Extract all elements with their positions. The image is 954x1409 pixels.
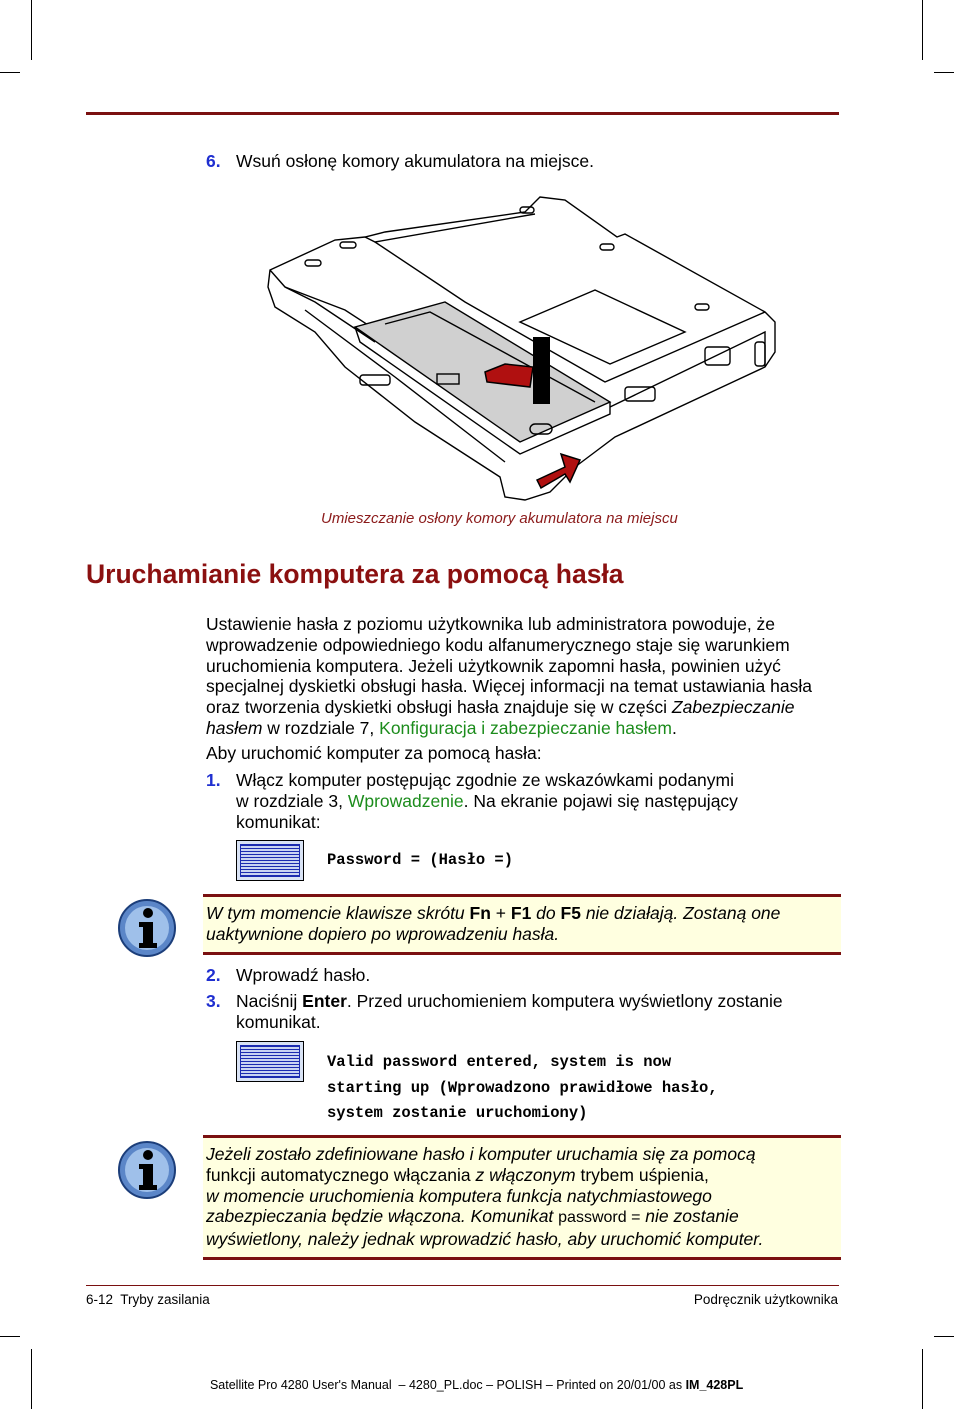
screen-message: Password = (Hasło =) xyxy=(327,851,514,869)
note-text: + xyxy=(490,903,511,923)
screen-message-line: starting up (Wprowadzono prawidłowe hasło, xyxy=(327,1078,718,1097)
step-line xyxy=(236,791,836,812)
link-konfiguracja[interactable]: Konfiguracja i zabezpieczanie hasłem xyxy=(379,717,672,738)
screen-message-line: Valid password entered, system is now xyxy=(327,1053,672,1071)
crop-mark xyxy=(0,72,20,73)
intro-italic: hasłem xyxy=(206,717,263,738)
step-text: Wprowadź hasło. xyxy=(236,965,371,985)
step-number: 6. xyxy=(206,151,221,171)
step-line xyxy=(236,991,846,1012)
intro-line: wprowadzenie odpowiedniego kodu alfanumerycznego staje się warunkiem xyxy=(206,634,790,655)
step-line: Włącz komputer postępując zgodnie ze wskazówkami podanymi xyxy=(236,770,735,790)
crop-mark xyxy=(934,72,954,73)
note-line: w momencie uruchomienia komputera funkcja natychmiastowego xyxy=(206,1185,712,1206)
intro-line xyxy=(206,718,836,739)
step-3 xyxy=(206,991,846,1035)
footer-right: Podręcznik użytkownika xyxy=(693,1292,838,1307)
figure-caption: Umieszczanie osłony komory akumulatora na miejscu xyxy=(321,510,678,527)
crop-mark xyxy=(31,1349,32,1409)
laptop-battery-figure xyxy=(265,192,780,504)
crop-mark xyxy=(31,0,32,60)
step-number: 1. xyxy=(206,770,221,790)
note-line xyxy=(206,903,837,924)
step-line: komunikat: xyxy=(236,812,321,832)
note-text: nie zostanie xyxy=(640,1206,739,1227)
step-text xyxy=(236,991,846,1033)
note-box-1 xyxy=(203,894,841,955)
key-f5: F5 xyxy=(560,903,581,923)
screen-message-2 xyxy=(327,1050,718,1127)
intro-line: Ustawienie hasła z poziomu użytkownika lub administratora powoduje, że xyxy=(206,614,776,634)
step-text xyxy=(236,770,836,833)
screen-lines xyxy=(240,1045,300,1078)
intro-text: . xyxy=(671,717,677,738)
step-1 xyxy=(206,770,846,834)
footer-left: 6-12 Tryby zasilania xyxy=(86,1292,210,1307)
link-wprowadzenie[interactable]: Wprowadzenie xyxy=(347,791,464,811)
note-text: W tym momencie klawisze skrótu xyxy=(206,903,470,923)
note-text: do xyxy=(531,903,561,923)
note-line: uaktywnione dopiero po wprowadzeniu hasła. xyxy=(206,923,560,944)
note-text: trybem uśpienia, xyxy=(575,1164,709,1185)
intro-line xyxy=(206,697,836,718)
key-enter: Enter xyxy=(302,991,347,1011)
info-icon xyxy=(117,1140,177,1200)
crop-mark xyxy=(922,0,923,60)
note-text: z włączonym xyxy=(475,1164,576,1185)
info-icon xyxy=(117,898,177,958)
crop-mark xyxy=(934,1336,954,1337)
intro-italic: Zabezpieczanie xyxy=(671,697,795,718)
header-rule xyxy=(86,112,839,115)
note-line xyxy=(206,1165,837,1186)
key-fn: Fn xyxy=(469,903,491,923)
note-box-2 xyxy=(203,1135,841,1260)
step-number: 2. xyxy=(206,965,221,985)
step-text-part: . Przed uruchomieniem komputera wyświetlony zostanie xyxy=(346,991,783,1011)
key-f1: F1 xyxy=(510,903,532,923)
step-2 xyxy=(206,965,846,987)
note-text: password = xyxy=(558,1209,641,1227)
crop-mark xyxy=(0,1336,20,1337)
screen-message-icon xyxy=(236,840,304,881)
print-code: IM_428PL xyxy=(685,1378,744,1392)
note-line: Jeżeli zostało zdefiniowane hasło i komputer uruchamia się za pomocą xyxy=(206,1144,756,1164)
screen-message-icon xyxy=(236,1041,304,1082)
intro-paragraph xyxy=(206,614,836,739)
intro-line: specjalnej dyskietki obsługi hasła. Więcej informacji na temat ustawiania hasła xyxy=(206,676,812,697)
step-6 xyxy=(206,151,846,173)
intro-text: w rozdziale 7, xyxy=(262,717,380,738)
step-line: komunikat. xyxy=(236,1012,321,1032)
section-title: Uruchamianie komputera za pomocą hasła xyxy=(86,559,624,589)
note-text: funkcji automatycznego włączania xyxy=(206,1164,476,1185)
intro-text: oraz tworzenia dyskietki obsługi hasła znajduje się w części xyxy=(206,697,672,718)
step-text-part: . Na ekranie pojawi się następujący xyxy=(463,791,738,811)
step-text-part: Naciśnij xyxy=(236,991,303,1011)
footer-rule xyxy=(86,1285,839,1286)
note-line: wyświetlony, należy jednak wprowadzić hasło, aby uruchomić komputer. xyxy=(206,1229,764,1250)
note-line xyxy=(206,1206,837,1229)
screen-message-line: system zostanie uruchomiony) xyxy=(327,1104,588,1122)
print-info xyxy=(203,1364,743,1392)
step-text: Wsuń osłonę komory akumulatora na miejsce. xyxy=(236,151,594,171)
note-text: zabezpieczania będzie włączona. Komunikat xyxy=(206,1206,559,1227)
intro-line: uruchomienia komputera. Jeżeli użytkownik zapomni hasła, powinien użyć xyxy=(206,655,781,676)
note-text: nie działają. Zostaną one xyxy=(580,903,781,923)
screen-lines xyxy=(240,844,300,877)
crop-mark xyxy=(922,1349,923,1409)
step-number: 3. xyxy=(206,991,221,1011)
lead-sentence: Aby uruchomić komputer za pomocą hasła: xyxy=(206,743,542,763)
step-text-part: w rozdziale 3, xyxy=(236,791,348,811)
print-info-text: Satellite Pro 4280 User's Manual – 4280_PL.doc – POLISH – Printed on 20/01/00 as xyxy=(209,1378,686,1392)
